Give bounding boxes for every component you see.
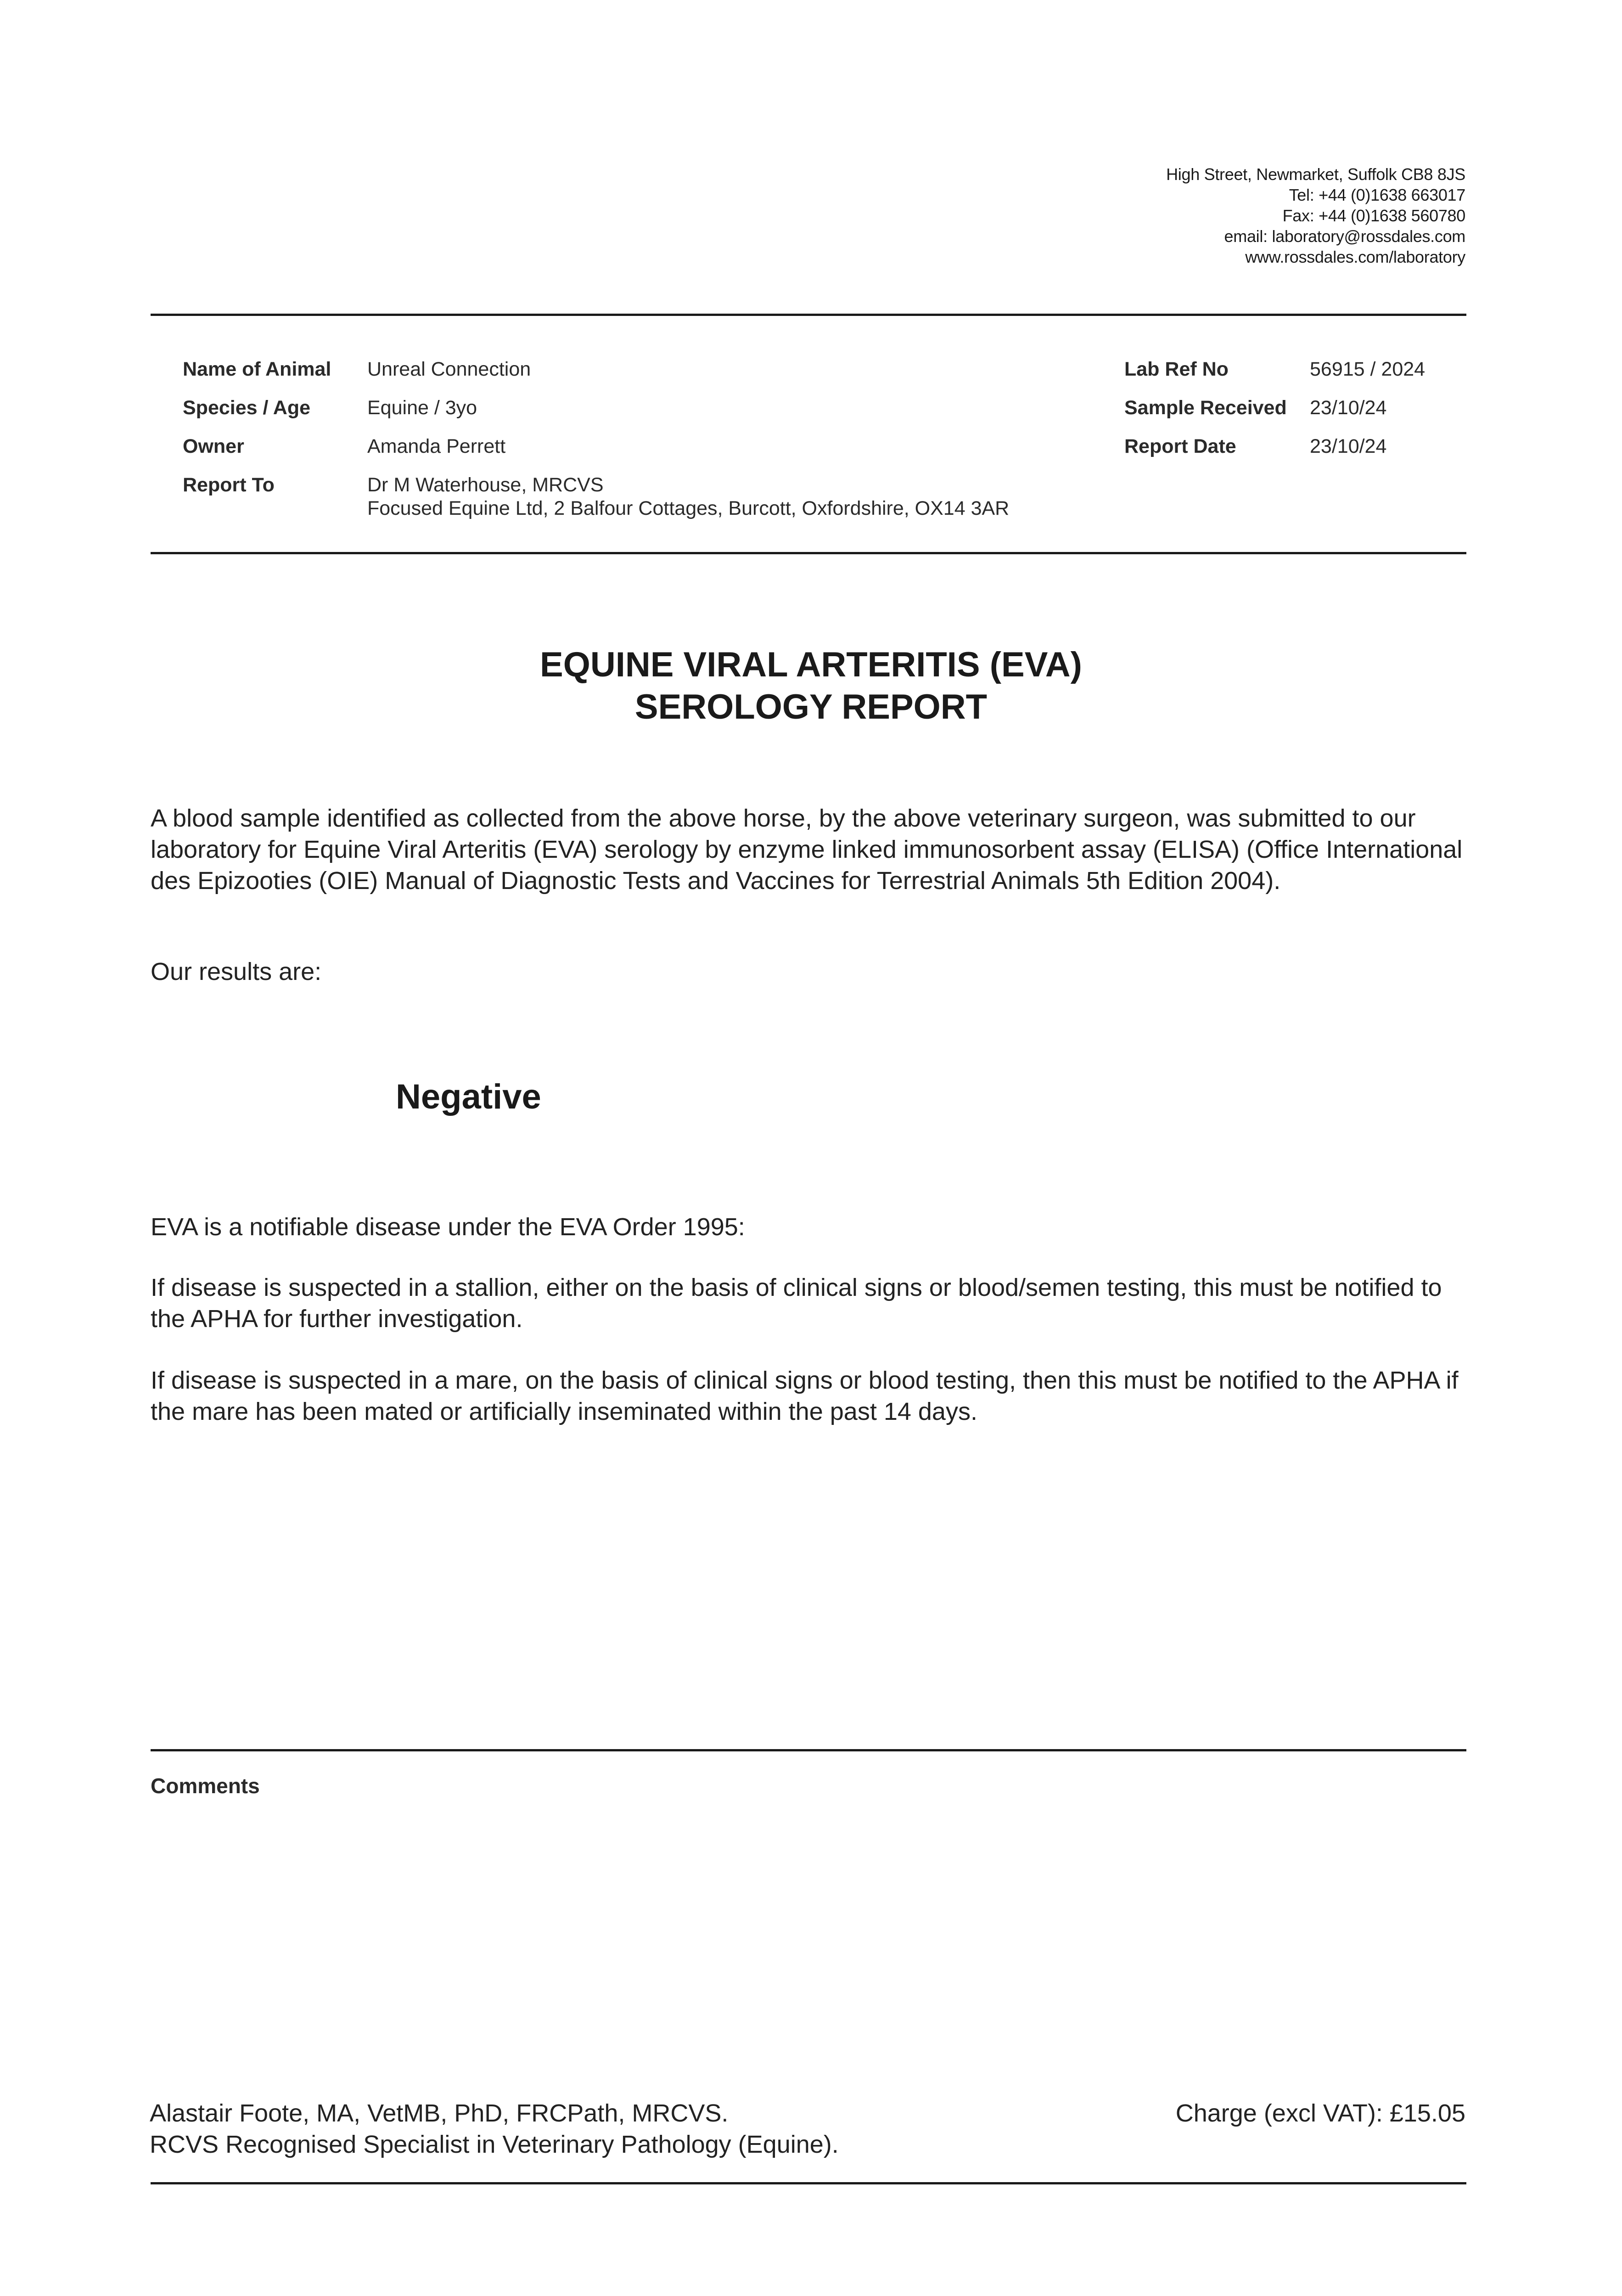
charge-amount: Charge (excl VAT): £15.05	[1175, 2099, 1465, 2127]
detail-label: Report To	[183, 474, 275, 496]
detail-label: Sample Received	[1124, 397, 1287, 419]
report-date-value: 23/10/24	[1310, 435, 1387, 457]
detail-row-owner	[183, 435, 1009, 474]
animal-name-value: Unreal Connection	[367, 358, 531, 380]
detail-row-name	[183, 358, 1009, 397]
detail-label: Name of Animal	[183, 358, 331, 380]
detail-row-report-date	[1124, 435, 1425, 474]
intro-paragraph: A blood sample identified as collected from the above horse, by the above veterinary surgeon, was submitted to our laboratory for Equine Viral Arteritis (EVA) serology by enzyme linked immunosorbent assay (ELISA) (Office International des Epizooties (OIE) Manual of Diagnostic Tests and Vaccines for Terrestrial Animals 5th Edition 2004).	[151, 805, 1463, 895]
lab-fax: Fax: +44 (0)1638 560780	[1282, 206, 1465, 225]
detail-label: Owner	[183, 435, 244, 457]
lab-telephone: Tel: +44 (0)1638 663017	[1289, 186, 1465, 204]
divider	[151, 314, 1466, 316]
lab-website: www.rossdales.com/laboratory	[1245, 248, 1465, 266]
signatory-name: Alastair Foote, MA, VetMB, PhD, FRCPath, MRCVS.	[150, 2099, 729, 2127]
sample-received-value: 23/10/24	[1310, 397, 1387, 419]
mare-guidance: If disease is suspected in a mare, on the basis of clinical signs or blood testing, then this must be notified to the APHA if the mare has been mated or artificially inseminated within the past 14 days.	[151, 1367, 1459, 1425]
signatory-block	[150, 2098, 839, 2160]
divider	[151, 1749, 1466, 1751]
report-title-line-1: EQUINE VIRAL ARTERITIS (EVA)	[540, 645, 1082, 684]
detail-label: Report Date	[1124, 435, 1236, 457]
lab-reference-details	[1124, 358, 1425, 474]
animal-details	[183, 358, 1010, 519]
stallion-guidance: If disease is suspected in a stallion, either on the basis of clinical signs or blood/semen testing, this must be notified to the APHA for further investigation.	[151, 1274, 1442, 1333]
report-to-value	[367, 474, 1009, 520]
lab-email: email: laboratory@rossdales.com	[1224, 227, 1465, 246]
species-age-value: Equine / 3yo	[367, 397, 477, 419]
lab-ref-value: 56915 / 2024	[1310, 358, 1426, 380]
results-intro: Our results are:	[151, 958, 322, 985]
report-to-practice: Focused Equine Ltd, 2 Balfour Cottages, Burcott, Oxfordshire, OX14 3AR	[367, 497, 1010, 519]
notifiable-statement: EVA is a notifiable disease under the EVA Order 1995:	[151, 1213, 745, 1241]
detail-row-report-to	[183, 474, 1010, 519]
detail-row-lab-ref	[1124, 358, 1425, 397]
report-to-vet: Dr M Waterhouse, MRCVS	[367, 474, 604, 496]
report-title	[0, 644, 1622, 728]
report-title-line-2: SEROLOGY REPORT	[634, 687, 988, 726]
letterhead-contact	[1052, 164, 1465, 267]
divider	[151, 2182, 1466, 2184]
detail-label: Species / Age	[183, 397, 311, 419]
lab-address: High Street, Newmarket, Suffolk CB8 8JS	[1166, 165, 1465, 184]
owner-value: Amanda Perrett	[367, 435, 506, 457]
comments-heading: Comments	[151, 1774, 260, 1798]
detail-row-sample-received	[1124, 397, 1425, 435]
signatory-title: RCVS Recognised Specialist in Veterinary Pathology (Equine).	[150, 2131, 839, 2158]
detail-row-species	[183, 397, 1009, 435]
detail-label: Lab Ref No	[1124, 358, 1229, 380]
divider	[151, 552, 1466, 554]
test-result: Negative	[396, 1077, 541, 1116]
